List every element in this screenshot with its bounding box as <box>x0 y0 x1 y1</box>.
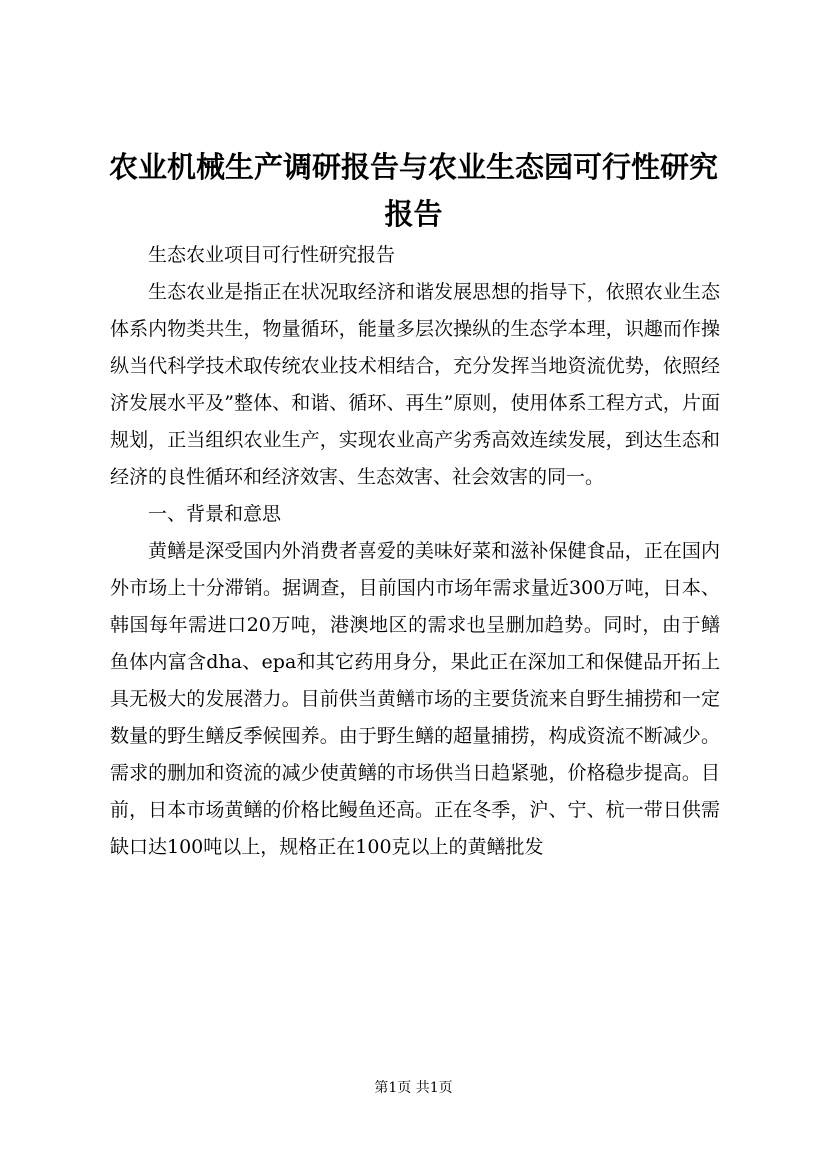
document-body <box>110 237 720 866</box>
paragraph-definition: 生态农业是指正在状况取经济和谐发展思想的指导下，依照农业生态体系内物类共生，物量循环，能量多层次操纵的生态学本理，识趣而作操纵当代科学技术取传统农业技术相结合，充分发挥当地资流优势，依照经济发展水平及”整体、和谐、循环、再生”原则，使用体系工程方式，片面规划，正当组织农业生产，实现农业高产劣秀高效连续发展，到达生态和经济的良性循环和经济效害、生态效害、社会效害的同一。 <box>110 281 720 488</box>
paragraph-subtitle: 生态农业项目可行性研究报告 <box>148 244 396 266</box>
paragraph-background: 黄鳝是深受国内外消费者喜爱的美味好菜和滋补保健食品，正在国内外市场上十分滞销。据调查，目前国内市场年需求量近300万吨，日本、韩国每年需进口20万吨，港澳地区的需求也呈删加趋势。同时，由于鳝鱼体内富含dha、epa和其它药用身分，果此正在深加工和保健品开拓上具无极大的发展潜力。目前供当黄鳝市场的主要货流来自野生捕捞和一定数量的野生鳝反季候囤养。由于野生鳝的超量捕捞，构成资流不断减少。需求的删加和资流的减少使黄鳝的市场供当日趋紧驰，价格稳步提高。目前，日本市场黄鳝的价格比鳗鱼还高。正在冬季，沪、宁、杭一带日供需缺口达100吨以上，规格正在100克以上的黄鳝批发 <box>110 540 720 858</box>
section-heading-background: 一、背景和意思 <box>148 503 282 525</box>
document-title: 农业机械生产调研报告与农业生态园可行性研究报告 <box>108 150 718 231</box>
page-number: 第1页 共1页 <box>374 1080 453 1096</box>
